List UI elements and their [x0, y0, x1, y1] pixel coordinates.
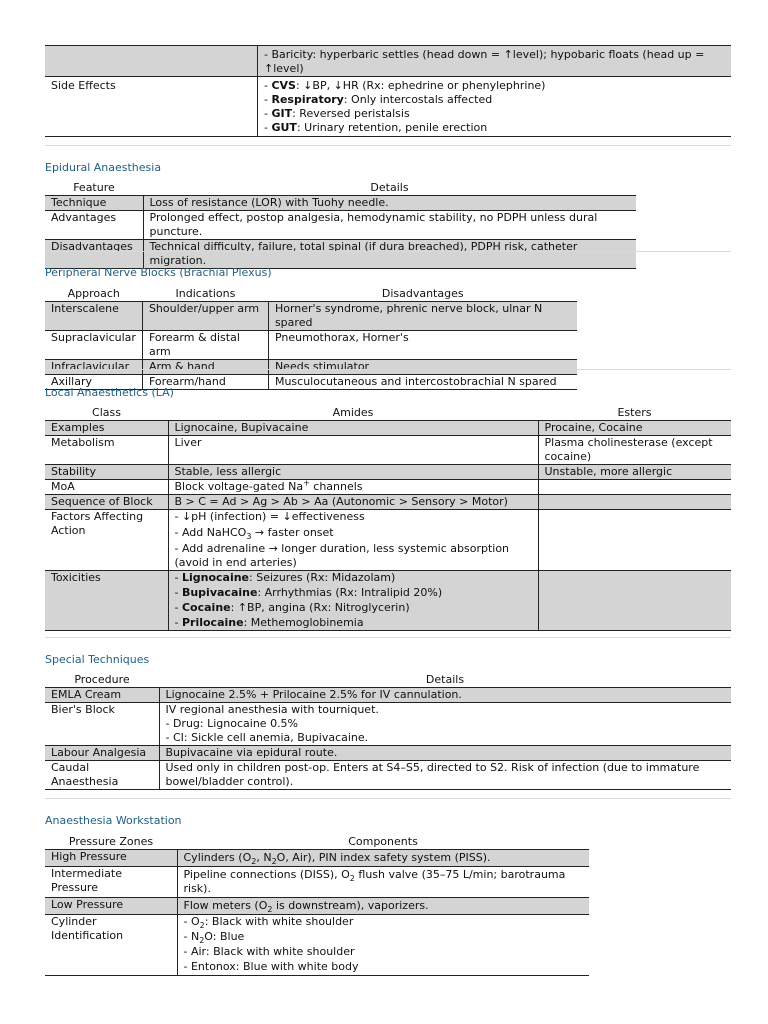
- toxicities-cell: - Lignocaine: Seizures (Rx: Midazolam) - Bupivacaine: Arrhythmias (Rx: Intralipid 20%) - Cocaine: ↑BP, angina (Rx: Nitroglycerin) - Prilocaine: Methemoglobinemia: [168, 571, 538, 631]
- divider: [45, 251, 731, 252]
- baricity-cell: - Baricity: hyperbaric settles (head down = ↑level); hypobaric floats (head up = ↑level): [258, 46, 732, 77]
- divider: [45, 637, 731, 638]
- side-effects-label: Side Effects: [51, 79, 116, 92]
- divider: [45, 145, 731, 146]
- pnb-title: Peripheral Nerve Blocks (Brachial Plexus): [45, 266, 272, 279]
- la-table: Class Amides Esters Examples Lignocaine, Bupivacaine Procaine, Cocaine Metabolism Liver Plasma cholinesterase (except cocaine) Stability Stable, less allergic Unstable, more allergic MoA Block voltage-gated Na+ channels Sequence of Block B > C = Ad > Ag > Ab > Aa (Autonomic > Sensory > Motor) Factors Affecting Action - ↓pH (infection) = ↓effectiveness - Add NaHCO$_3$ → faster onset - Add adrenaline → longer duration, less systemic absorption (avoid in end arteries) Toxicities - Lignocaine: Seizures (Rx: Midazolam) - Bupivacaine: Arrhythmias (Rx: Intralipid 20%) - Cocaine: ↑BP, angina (Rx: Nitroglycerin) - Prilocaine: Methemoglobinemia: [45, 406, 731, 631]
- epidural-title: Epidural Anaesthesia: [45, 161, 162, 174]
- workstation-title: Anaesthesia Workstation: [45, 814, 182, 827]
- side-effects-cell: - CVS: ↓BP, ↓HR (Rx: ephedrine or phenylephrine) - Respiratory: Only intercostals affected - GIT: Reversed peristalsis - GUT: Urinary retention, penile erection: [258, 77, 732, 137]
- divider: [45, 369, 731, 370]
- divider: [45, 798, 731, 799]
- la-title: Local Anaesthetics (LA): [45, 386, 174, 399]
- special-title: Special Techniques: [45, 653, 150, 666]
- epidural-table: Feature Details Technique Loss of resistance (LOR) with Tuohy needle. Advantages Prolonged effect, postop analgesia, hemodynamic stability, no PDPH unless dural puncture. Disadvantages Technical difficulty, failure, total spinal (if dura breached), PDPH risk, catheter migration.: [45, 181, 636, 269]
- cylinder-cell: - $O_2$: Black with white shoulder - $N_2O$: Blue - Air: Black with white shoulder - Entonox: Blue with white body: [177, 915, 589, 976]
- special-table: Procedure Details EMLA Cream Lignocaine 2.5% + Prilocaine 2.5% for IV cannulation. Bier's Block IV regional anesthesia with tourniquet. - Drug: Lignocaine 0.5% - CI: Sickle cell anemia, Bupivacaine. Labour Analgesia Bupivacaine via epidural route. Caudal Anaesthesia Used only in children post-op. Enters at S4–S5, directed to S2. Risk of infection (due to immature bowel/bladder control).: [45, 673, 731, 790]
- spinal-continuation-table: [45, 45, 731, 137]
- pnb-table: Approach Indications Disadvantages Interscalene Shoulder/upper arm Horner's syndrome, phrenic nerve block, ulnar N spared Supraclavicular Forearm & distal arm Pneumothorax, Horner's Infraclavicular Arm & hand Needs stimulator Axillary Forearm/hand Musculocutaneous and intercostobrachial N spared: [45, 287, 577, 390]
- factors-cell: - ↓pH (infection) = ↓effectiveness - Add NaHCO$_3$ → faster onset - Add adrenaline → longer duration, less systemic absorption (avoid in end arteries): [168, 510, 538, 571]
- workstation-table: Pressure Zones Components High Pressure Cylinders ($O_2$, $N_2O$, Air), PIN index safety system (PISS). Intermediate Pressure Pipeline connections (DISS), $O_2$ flush valve (35–75 L/min; barotrauma risk). Low Pressure Flow meters ($O_2$ is downstream), vaporizers. Cylinder Identification - $O_2$: Black with white shoulder - $N_2O$: Blue - Air: Black with white shoulder - Entonox: Blue with white body: [45, 835, 589, 976]
